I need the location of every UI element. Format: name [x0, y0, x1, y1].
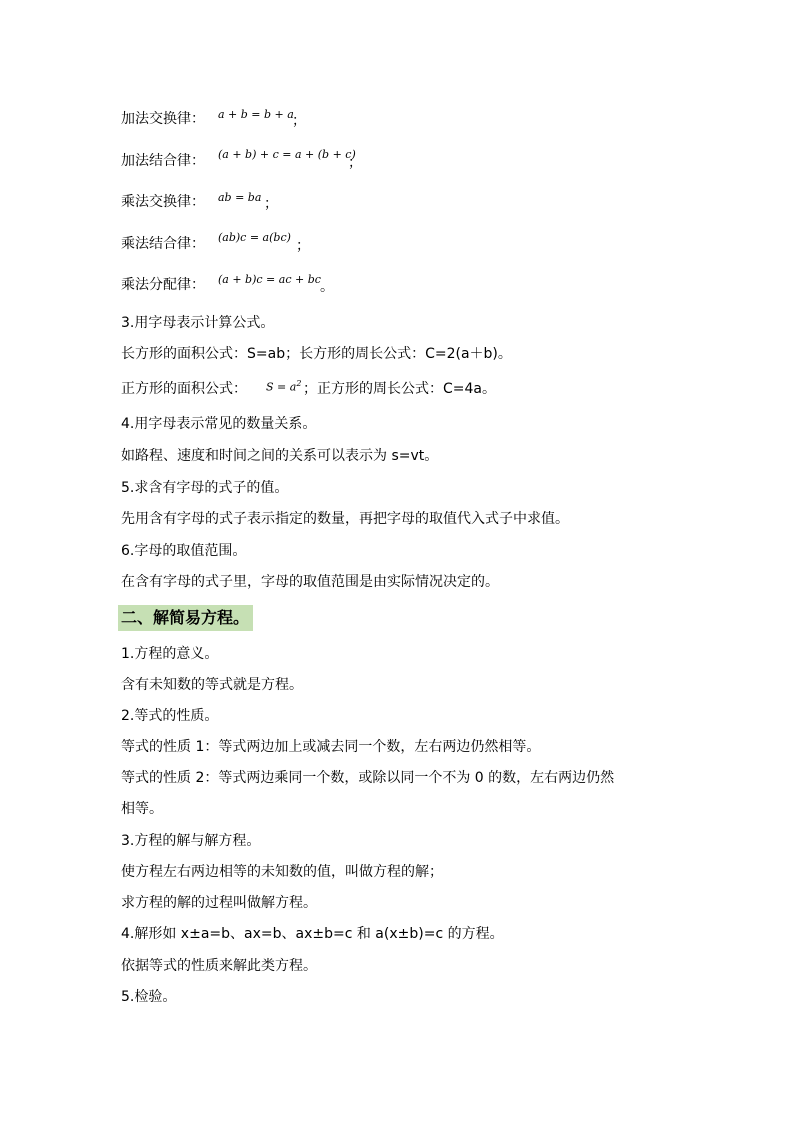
- eq-item-4-title: 4.解形如 x±a=b、ax=b、ax±b=c 和 a(x±b)=c 的方程。: [121, 926, 504, 942]
- law-label: 乘法分配律：: [121, 277, 205, 293]
- square-area-base: S = a: [266, 380, 297, 394]
- eq-property-2-cont: 相等。: [121, 801, 163, 817]
- square-area-formula: [266, 377, 301, 395]
- square-perimeter-text: ；正方形的周长公式：C=4a。: [303, 381, 496, 397]
- section5-title: 5.求含有字母的式子的值。: [121, 480, 289, 496]
- section3-title: 3.用字母表示计算公式。: [121, 315, 275, 331]
- law-end-punct: 。: [320, 279, 334, 295]
- law-end-punct: ；: [264, 196, 278, 212]
- law-formula: (ab)c = a(bc): [218, 231, 291, 244]
- rectangle-formulas: 长方形的面积公式：S=ab；长方形的周长公式：C=2(a＋b)。: [121, 346, 512, 362]
- law-end-punct: ；: [348, 155, 362, 171]
- eq-item-1-body: 含有未知数的等式就是方程。: [121, 677, 303, 693]
- law-end-punct: ；: [296, 238, 310, 254]
- eq-item-1-title: 1.方程的意义。: [121, 646, 219, 662]
- law-end-punct: ；: [292, 113, 306, 129]
- law-formula: (a + b) + c = a + (b + c): [218, 148, 356, 161]
- eq-solving-def: 求方程的解的过程叫做解方程。: [121, 895, 317, 911]
- law-formula: (a + b)c = ac + bc: [218, 273, 321, 286]
- section-heading-equations: 二、解简易方程。: [118, 605, 253, 631]
- eq-property-2: 等式的性质 2：等式两边乘同一个数，或除以同一个不为 0 的数，左右两边仍然: [121, 770, 615, 786]
- eq-item-4-body: 依据等式的性质来解此类方程。: [121, 958, 317, 974]
- section5-body: 先用含有字母的式子表示指定的数量，再把字母的取值代入式子中求值。: [121, 511, 569, 527]
- section6-body: 在含有字母的式子里，字母的取值范围是由实际情况决定的。: [121, 574, 499, 590]
- law-label: 乘法结合律：: [121, 236, 205, 252]
- section4-body: 如路程、速度和时间之间的关系可以表示为 s=vt。: [121, 448, 439, 464]
- eq-item-5-title: 5.检验。: [121, 989, 177, 1005]
- law-label: 加法交换律：: [121, 111, 205, 127]
- square-area-label: 正方形的面积公式：: [121, 381, 247, 397]
- section4-title: 4.用字母表示常见的数量关系。: [121, 416, 317, 432]
- eq-property-1: 等式的性质 1：等式两边加上或减去同一个数，左右两边仍然相等。: [121, 739, 541, 755]
- law-label: 乘法交换律：: [121, 194, 205, 210]
- law-formula: ab = ba: [218, 191, 262, 204]
- law-formula: a + b = b + a: [218, 108, 294, 121]
- eq-item-3-title: 3.方程的解与解方程。: [121, 833, 261, 849]
- law-label: 加法结合律：: [121, 153, 205, 169]
- section6-title: 6.字母的取值范围。: [121, 543, 247, 559]
- square-area-exponent: 2: [296, 379, 302, 388]
- eq-solution-def: 使方程左右两边相等的未知数的值，叫做方程的解；: [121, 864, 443, 880]
- eq-item-2-title: 2.等式的性质。: [121, 708, 219, 724]
